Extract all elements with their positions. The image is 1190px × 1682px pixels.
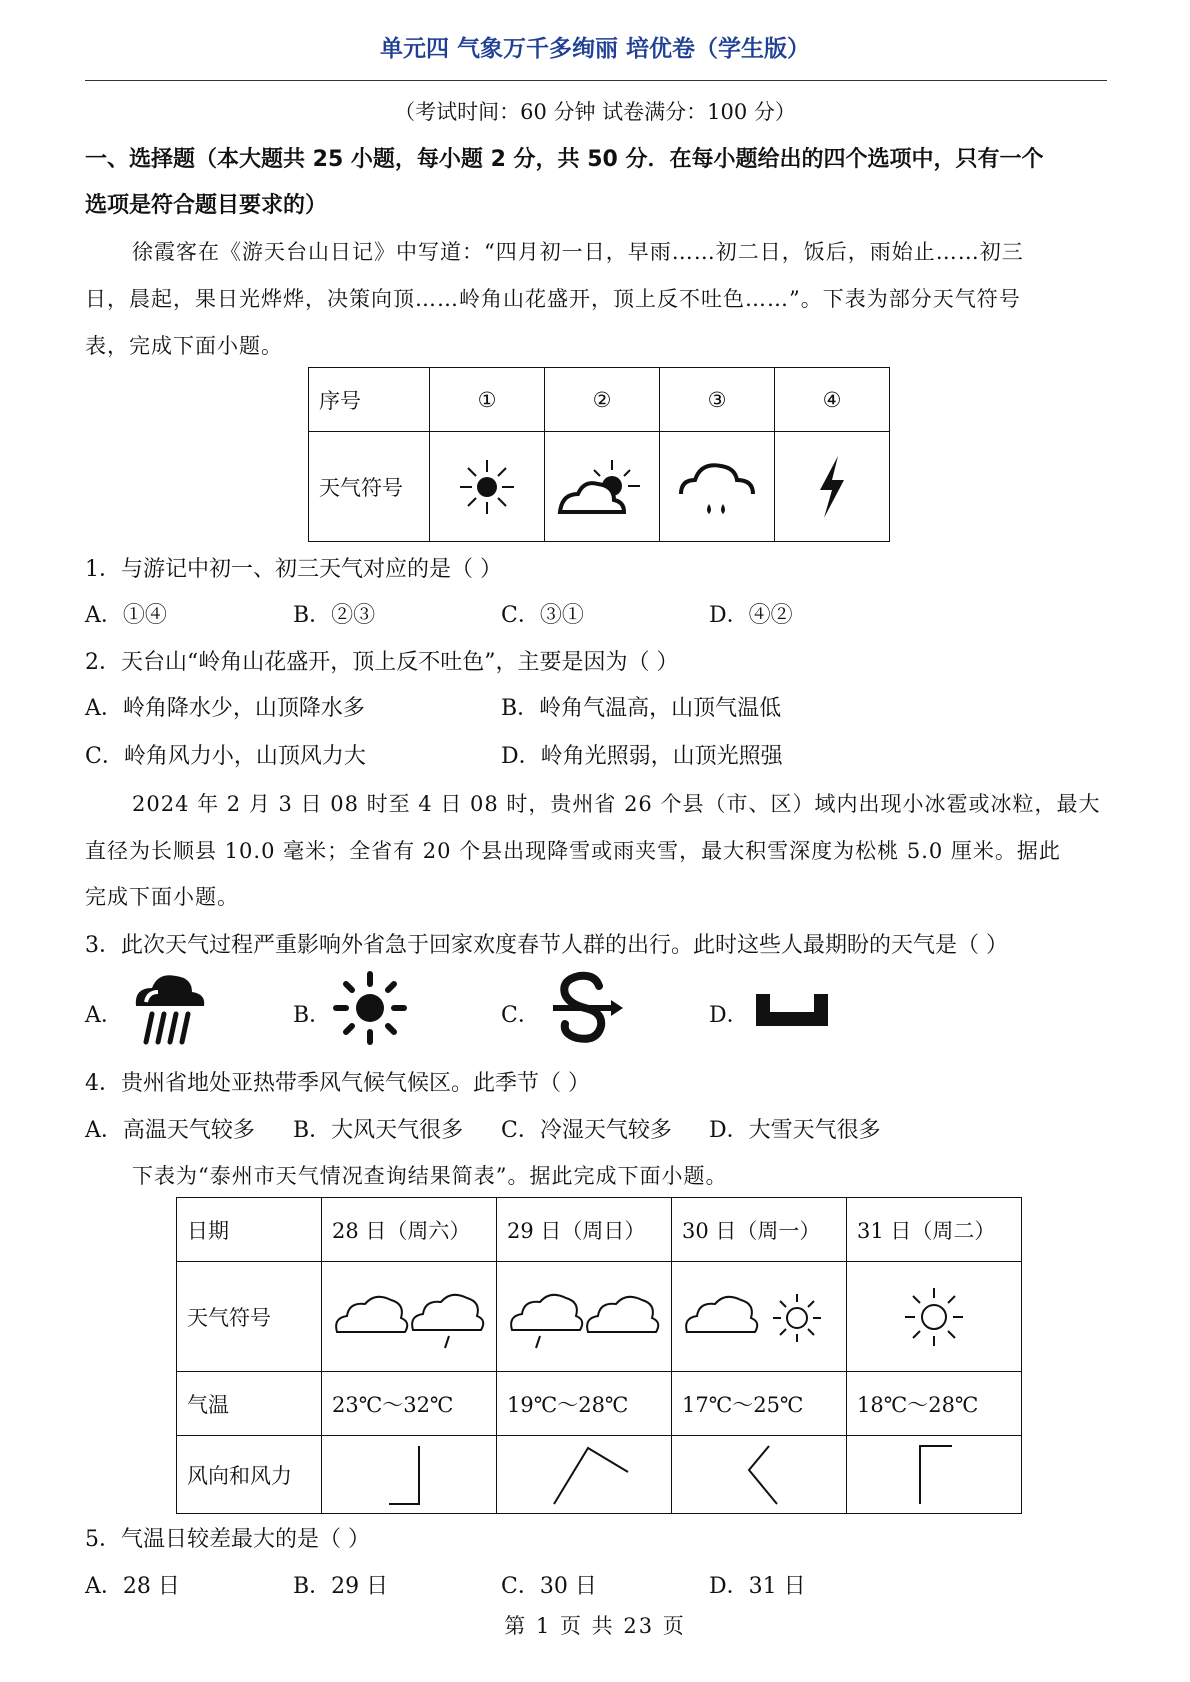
header-rule — [85, 80, 1107, 81]
q5-stem: 5．气温日较差最大的是（ ） — [85, 1527, 370, 1552]
weather-symbol-table — [308, 367, 890, 542]
table1-number-3: ③ — [660, 368, 775, 432]
lightning-icon — [802, 452, 862, 522]
q2-option-a: A．岭角降水少，山顶降水多 — [85, 696, 365, 721]
sunny-icon — [452, 452, 522, 522]
q3-option-d-label: D． — [709, 1003, 749, 1028]
q1-option-c: C．③① — [501, 603, 584, 628]
table1-symbol-cell — [775, 432, 890, 542]
table2-weather-cell — [322, 1262, 497, 1372]
bracket-icon — [752, 990, 832, 1030]
section-heading-line1: 一、选择题（本大题共 25 小题，每小题 2 分，共 50 分．在每小题给出的四个选项中，只有一个 — [85, 147, 1044, 172]
q4-option-a: A．高温天气较多 — [85, 1118, 255, 1143]
table1-symbol-cell — [430, 432, 545, 542]
q4-option-c: C．冷湿天气较多 — [501, 1118, 672, 1143]
q3-option-b-label: B． — [293, 1003, 332, 1028]
q1-stem: 1．与游记中初一、初三天气对应的是（ ） — [85, 557, 502, 582]
passage1-line3: 表，完成下面小题。 — [85, 334, 283, 358]
table2-wind-cell — [322, 1436, 497, 1514]
table1-symbol-cell — [660, 432, 775, 542]
table2-weather-cell — [672, 1262, 847, 1372]
passage3-line1: 下表为“泰州市天气情况查询结果简表”。据此完成下面小题。 — [132, 1164, 728, 1188]
table2-wind-cell — [497, 1436, 672, 1514]
page-footer: 第 1 页 共 23 页 — [504, 1614, 686, 1638]
q2-stem: 2．天台山“岭角山花盛开，顶上反不吐色”，主要是因为（ ） — [85, 650, 679, 675]
wind-barb-nw-icon — [699, 1440, 819, 1510]
q4-stem: 4．贵州省地处亚热带季风气候气候区。此季节（ ） — [85, 1071, 590, 1096]
q5-option-c: C．30 日 — [501, 1574, 597, 1599]
table2-date: 29 日（周日） — [497, 1198, 672, 1262]
table2-date: 28 日（周六） — [322, 1198, 497, 1262]
q5-option-a: A．28 日 — [85, 1574, 180, 1599]
table2-temp: 18℃～28℃ — [847, 1372, 1022, 1436]
q3-option-c-label: C． — [501, 1003, 540, 1028]
q3-stem: 3．此次天气过程严重影响外省急于回家欢度春节人群的出行。此时这些人最期盼的天气是（ ） — [85, 933, 1008, 958]
light-rain-to-cloudy-icon — [504, 1282, 664, 1352]
passage2-line3: 完成下面小题。 — [85, 885, 239, 909]
table1-symbol-cell — [545, 432, 660, 542]
heavy-rain-icon — [130, 968, 210, 1048]
q4-option-b: B．大风天气很多 — [293, 1118, 464, 1143]
sandstorm-icon — [545, 968, 625, 1048]
passage2-line2: 直径为长顺县 10.0 毫米；全省有 20 个县出现降雪或雨夹雪，最大积雪深度为松桃 5.0 厘米。据此 — [85, 839, 1061, 863]
q4-option-d: D．大雪天气很多 — [709, 1118, 881, 1143]
passage1-line2: 日，晨起，果日光烨烨，决策向顶……岭角山花盛开，顶上反不吐色……”。下表为部分天气符号 — [85, 287, 1021, 311]
wind-barb-south-icon — [349, 1440, 469, 1510]
q5-option-b: B．29 日 — [293, 1574, 389, 1599]
table2-temp: 23℃～32℃ — [322, 1372, 497, 1436]
table1-number-1: ① — [430, 368, 545, 432]
rain-cloud-icon — [669, 452, 765, 522]
table2-label-date: 日期 — [177, 1198, 322, 1262]
cloudy-to-sunny-icon — [679, 1282, 839, 1352]
q2-option-b: B．岭角气温高，山顶气温低 — [501, 696, 782, 721]
passage1-line1: 徐霞客在《游天台山日记》中写道：“四月初一日，早雨……初二日，饭后，雨始止……初三 — [132, 240, 1024, 264]
sunny-icon — [330, 968, 410, 1048]
q3-option-a-label: A． — [85, 1003, 123, 1028]
table2-temp: 19℃～28℃ — [497, 1372, 672, 1436]
q1-option-b: B．②③ — [293, 603, 376, 628]
passage2-line1: 2024 年 2 月 3 日 08 时至 4 日 08 时，贵州省 26 个县（市、区）域内出现小冰雹或冰粒，最大 — [132, 792, 1101, 816]
table2-label-temp: 气温 — [177, 1372, 322, 1436]
table2-weather-cell — [847, 1262, 1022, 1372]
exam-info: （考试时间：60 分钟 试卷满分：100 分） — [394, 100, 796, 124]
q5-option-d: D．31 日 — [709, 1574, 806, 1599]
table1-row1-label: 序号 — [309, 368, 430, 432]
taizhou-weather-table — [176, 1197, 1022, 1514]
table2-date: 30 日（周一） — [672, 1198, 847, 1262]
sunny-outline-icon — [899, 1282, 969, 1352]
table2-wind-cell — [672, 1436, 847, 1514]
table2-date: 31 日（周二） — [847, 1198, 1022, 1262]
wind-barb-ne-icon — [524, 1440, 644, 1510]
table2-wind-cell — [847, 1436, 1022, 1514]
q1-option-d: D．④② — [709, 603, 793, 628]
q2-option-c: C．岭角风力小，山顶风力大 — [85, 744, 366, 769]
table2-weather-cell — [497, 1262, 672, 1372]
page-title: 单元四 气象万千多绚丽 培优卷（学生版） — [379, 36, 810, 62]
table2-label-weather: 天气符号 — [177, 1262, 322, 1372]
partly-cloudy-icon — [554, 452, 650, 522]
q2-option-d: D．岭角光照弱，山顶光照强 — [501, 744, 783, 769]
q1-option-a: A．①④ — [85, 603, 167, 628]
table1-row2-label: 天气符号 — [309, 432, 430, 542]
table2-label-wind: 风向和风力 — [177, 1436, 322, 1514]
table2-temp: 17℃～25℃ — [672, 1372, 847, 1436]
table1-number-4: ④ — [775, 368, 890, 432]
wind-barb-north-icon — [874, 1440, 994, 1510]
table1-number-2: ② — [545, 368, 660, 432]
section-heading-line2: 选项是符合题目要求的） — [85, 193, 328, 218]
cloudy-to-light-rain-icon — [329, 1282, 489, 1352]
